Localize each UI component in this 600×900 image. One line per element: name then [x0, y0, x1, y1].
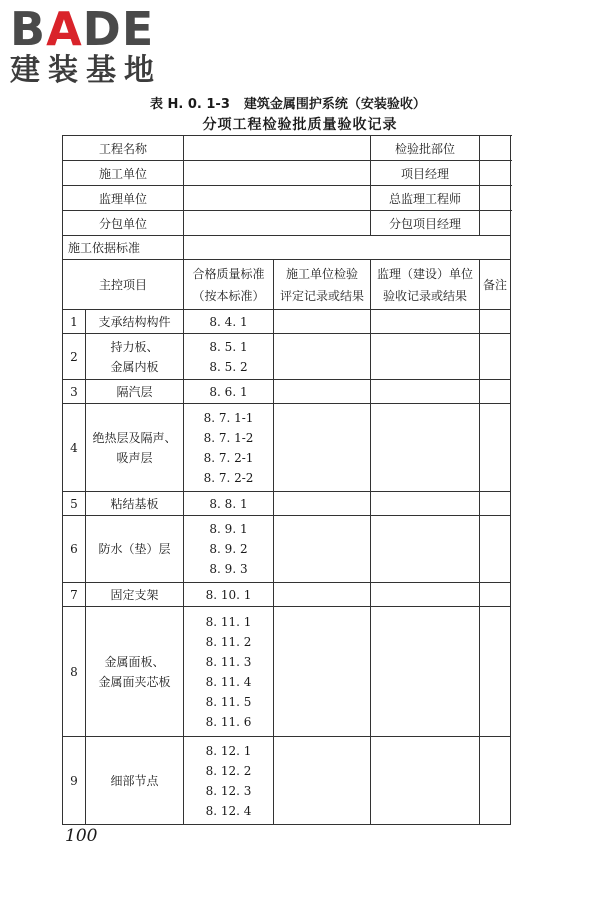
- item-number: 4: [63, 404, 86, 492]
- remark-cell[interactable]: [480, 310, 511, 334]
- header-construction-line: 施工单位检验: [286, 266, 359, 281]
- info-label: 总监理工程师: [371, 186, 480, 211]
- logo-subtitle: 建装基地: [10, 53, 162, 88]
- clause-ref: 8. 7. 1-2: [203, 430, 254, 445]
- supervision-result-cell[interactable]: [371, 310, 480, 334]
- info-value-cell[interactable]: [184, 136, 371, 161]
- clause-ref: 8. 12. 3: [205, 783, 252, 798]
- header-construction: [274, 260, 371, 310]
- clause-ref: 8. 9. 2: [209, 542, 248, 556]
- header-construction-line: 评定记录或结果: [280, 288, 365, 303]
- construction-result-cell[interactable]: [274, 737, 371, 825]
- item-name-line: 吸声层: [116, 450, 153, 465]
- clause-ref: 8. 4. 1: [209, 314, 248, 329]
- item-name: [86, 310, 184, 334]
- clause-ref: 8. 5. 1: [209, 339, 248, 354]
- construction-result-cell[interactable]: [274, 404, 371, 492]
- supervision-result-cell[interactable]: [371, 607, 480, 737]
- table-row: [63, 737, 511, 825]
- item-number: 6: [63, 516, 86, 583]
- item-name: [86, 516, 184, 583]
- supervision-result-cell[interactable]: [371, 404, 480, 492]
- item-name: [86, 334, 184, 380]
- table-row: [63, 404, 511, 492]
- table-row: [63, 380, 511, 404]
- construction-result-cell[interactable]: [274, 334, 371, 380]
- item-name-line: 隔汽层: [116, 384, 153, 399]
- supervision-result-cell[interactable]: [371, 737, 480, 825]
- item-clauses: [184, 310, 274, 334]
- item-name: [86, 583, 184, 607]
- header-standard: [184, 260, 274, 310]
- logo: [10, 2, 162, 88]
- clause-ref: 8. 11. 6: [205, 714, 252, 729]
- logo-suffix: DE: [82, 2, 155, 56]
- info-row: [63, 186, 511, 211]
- supervision-result-cell[interactable]: [371, 334, 480, 380]
- item-name: [86, 404, 184, 492]
- header-row: [63, 260, 511, 310]
- info-label: 检验批部位: [371, 136, 480, 161]
- info-label: 工程名称: [63, 136, 184, 161]
- clause-ref: 8. 7. 1-1: [203, 410, 254, 425]
- item-number: 1: [63, 310, 86, 334]
- form-subtitle: 分项工程检验批质量验收记录: [202, 117, 398, 133]
- item-name-line: 金属面板、: [104, 654, 165, 669]
- table-row: [63, 334, 511, 380]
- item-number: 8: [63, 607, 86, 737]
- item-name: [86, 492, 184, 516]
- clause-ref: 8. 11. 4: [205, 674, 252, 689]
- supervision-result-cell[interactable]: [371, 492, 480, 516]
- item-name: [86, 737, 184, 825]
- clause-ref: 8. 6. 1: [209, 384, 248, 399]
- item-name-line: 金属面夹芯板: [98, 674, 171, 689]
- remark-cell[interactable]: [480, 583, 511, 607]
- item-number: 9: [63, 737, 86, 825]
- table-title: 建筑金属围护系统（安装验收）: [243, 97, 426, 112]
- info-value-cell[interactable]: [480, 136, 511, 161]
- table-row: [63, 583, 511, 607]
- supervision-result-cell[interactable]: [371, 516, 480, 583]
- item-clauses: [184, 334, 274, 380]
- item-number: 2: [63, 334, 86, 380]
- table-caption: [150, 93, 450, 112]
- info-value-cell[interactable]: [480, 161, 511, 186]
- header-supervision: [371, 260, 480, 310]
- info-value-cell[interactable]: [184, 161, 371, 186]
- info-row: [63, 161, 511, 186]
- clause-ref: 8. 11. 3: [205, 654, 252, 669]
- remark-cell[interactable]: [480, 492, 511, 516]
- header-remark: 备注: [480, 260, 511, 310]
- info-value-cell[interactable]: [480, 186, 511, 211]
- header-item: 主控项目: [63, 260, 184, 310]
- info-label: 监理单位: [63, 186, 184, 211]
- item-name: [86, 380, 184, 404]
- header-supervision-line: 监理（建设）单位: [377, 266, 474, 281]
- item-name-line: 固定支架: [110, 587, 159, 602]
- construction-result-cell[interactable]: [274, 607, 371, 737]
- construction-result-cell[interactable]: [274, 516, 371, 583]
- clause-ref: 8. 7. 2-1: [203, 450, 254, 465]
- table-row: [63, 607, 511, 737]
- table-row: [63, 310, 511, 334]
- clause-ref: 8. 12. 4: [205, 803, 252, 818]
- supervision-result-cell[interactable]: [371, 380, 480, 404]
- item-name-line: 粘结基板: [110, 496, 159, 511]
- inspection-table: [62, 135, 511, 825]
- remark-cell[interactable]: [480, 516, 511, 583]
- clause-ref: 8. 11. 2: [205, 634, 252, 649]
- info-row: [63, 136, 511, 161]
- header-standard-line: 合格质量标准: [192, 266, 265, 281]
- clause-ref: 8. 11. 5: [205, 694, 252, 709]
- item-name-line: 持力板、: [110, 339, 159, 354]
- table-row: [63, 516, 511, 583]
- construction-result-cell[interactable]: [274, 492, 371, 516]
- item-clauses: [184, 380, 274, 404]
- item-number: 7: [63, 583, 86, 607]
- item-name-line: 细部节点: [110, 773, 159, 788]
- clause-ref: 8. 12. 1: [205, 743, 252, 758]
- item-clauses: [184, 516, 274, 583]
- remark-cell[interactable]: [480, 737, 511, 825]
- construction-result-cell[interactable]: [274, 380, 371, 404]
- info-label: 施工单位: [63, 161, 184, 186]
- remark-cell[interactable]: [480, 334, 511, 380]
- info-row: [63, 211, 511, 236]
- info-value-cell[interactable]: [184, 186, 371, 211]
- standard-row: [63, 236, 511, 260]
- info-value-cell[interactable]: [480, 211, 511, 236]
- clause-ref: 8. 10. 1: [205, 587, 252, 602]
- clause-ref: 8. 9. 3: [209, 562, 248, 576]
- remark-cell[interactable]: [480, 380, 511, 404]
- info-label: 分包单位: [63, 211, 184, 236]
- logo-wordmark: [10, 2, 162, 56]
- construction-result-cell[interactable]: [274, 310, 371, 334]
- logo-accent-letter: A: [46, 2, 83, 56]
- standard-label: 施工依据标准: [63, 236, 184, 260]
- item-clauses: [184, 607, 274, 737]
- info-label: 分包项目经理: [371, 211, 480, 236]
- clause-ref: 8. 9. 1: [209, 522, 248, 536]
- construction-result-cell[interactable]: [274, 583, 371, 607]
- clause-ref: 8. 12. 2: [205, 763, 252, 778]
- table-row: [63, 492, 511, 516]
- item-clauses: [184, 404, 274, 492]
- info-value-cell[interactable]: [184, 211, 371, 236]
- clause-ref: 8. 8. 1: [209, 496, 248, 511]
- standard-value-cell[interactable]: [184, 236, 511, 260]
- item-number: 5: [63, 492, 86, 516]
- header-standard-line: （按本标准）: [192, 288, 265, 303]
- page-number: 100: [65, 826, 98, 846]
- remark-cell[interactable]: [480, 404, 511, 492]
- remark-cell[interactable]: [480, 607, 511, 737]
- item-clauses: [184, 583, 274, 607]
- item-clauses: [184, 737, 274, 825]
- item-name-line: 防水（垫）层: [98, 542, 171, 556]
- clause-ref: 8. 7. 2-2: [203, 470, 254, 485]
- table-body: [63, 136, 511, 825]
- item-number: 3: [63, 380, 86, 404]
- clause-ref: 8. 5. 2: [209, 359, 248, 374]
- table-number: 表 H. 0. 1-3: [150, 97, 230, 112]
- item-clauses: [184, 492, 274, 516]
- item-name-line: 支承结构构件: [98, 314, 171, 329]
- header-supervision-line: 验收记录或结果: [383, 288, 468, 303]
- supervision-result-cell[interactable]: [371, 583, 480, 607]
- item-name-line: 金属内板: [110, 359, 159, 374]
- item-name-line: 绝热层及隔声、: [92, 430, 177, 445]
- info-label: 项目经理: [371, 161, 480, 186]
- logo-prefix: B: [10, 2, 47, 56]
- clause-ref: 8. 11. 1: [205, 614, 252, 629]
- item-name: [86, 607, 184, 737]
